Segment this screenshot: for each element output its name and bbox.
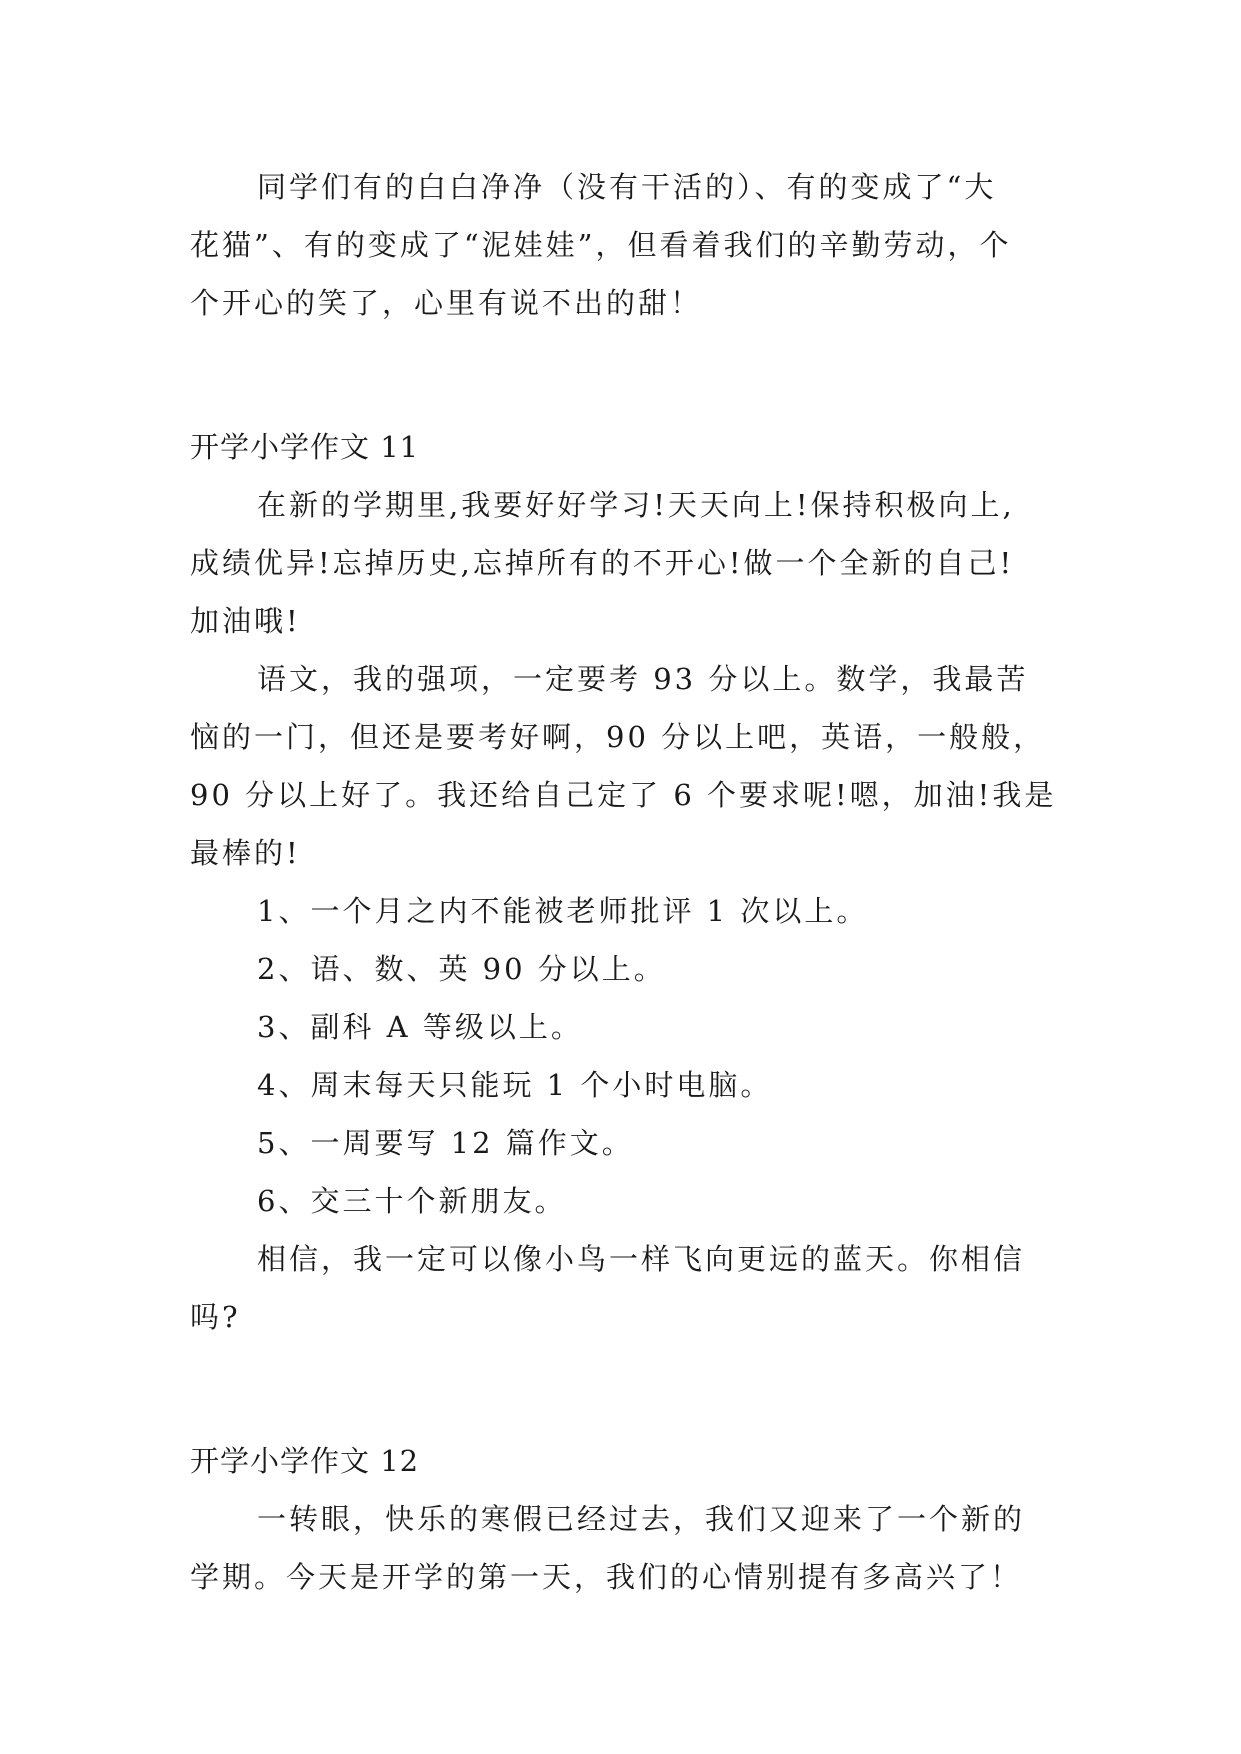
paragraph-line: 一转眼，快乐的寒假已经过去，我们又迎来了一个新的 (257, 1502, 1026, 1536)
essay-11-goal-list (190, 882, 1070, 1230)
list-item: 3、副科 A 等级以上。 (257, 1010, 583, 1044)
essay-11-paragraph-2 (190, 650, 1070, 882)
section-gap (190, 332, 1070, 418)
paragraph-line: 学期。今天是开学的第一天，我们的心情别提有多高兴了！ (190, 1560, 1023, 1594)
paragraph-line: 成绩优异!忘掉历史,忘掉所有的不开心!做一个全新的自己! (190, 546, 1015, 580)
list-item: 5、一周要写 12 篇作文。 (257, 1126, 634, 1160)
paragraph-line: 最棒的! (190, 836, 301, 870)
essay-11-paragraph-3 (190, 1230, 1070, 1346)
paragraph-line: 同学们有的白白净净（没有干活的）、有的变成了“大 (257, 170, 997, 204)
paragraph-line: 恼的一门，但还是要考好啊，90 分以上吧，英语，一般般， (190, 720, 1046, 754)
document-page (190, 158, 1070, 1606)
list-item: 4、周末每天只能玩 1 个小时电脑。 (257, 1068, 773, 1102)
paragraph-line: 个开心的笑了，心里有说不出的甜！ (190, 286, 703, 320)
essay-11-title: 开学小学作文 11 (190, 430, 420, 464)
section-gap (190, 1346, 1070, 1432)
paragraph-line: 相信，我一定可以像小鸟一样飞向更远的蓝天。你相信 (257, 1242, 1026, 1276)
list-item: 2、语、数、英 90 分以上。 (257, 952, 666, 986)
list-item: 1、一个月之内不能被老师批评 1 次以上。 (257, 894, 869, 928)
paragraph-line: 吗? (190, 1300, 241, 1334)
list-item: 6、交三十个新朋友。 (257, 1184, 567, 1218)
essay-11-paragraph-1 (190, 476, 1070, 650)
essay-10-ending-paragraph (190, 158, 1070, 332)
paragraph-line: 语文，我的强项，一定要考 93 分以上。数学，我最苦 (257, 662, 1029, 696)
essay-12-paragraph-1 (190, 1490, 1070, 1606)
paragraph-line: 花猫”、有的变成了“泥娃娃”，但看着我们的辛勤劳动，个 (190, 228, 1012, 262)
essay-12-title: 开学小学作文 12 (190, 1444, 420, 1478)
paragraph-line: 在新的学期里,我要好好学习!天天向上!保持积极向上, (257, 488, 1015, 522)
paragraph-line: 加油哦! (190, 604, 301, 638)
paragraph-line: 90 分以上好了。我还给自己定了 6 个要求呢!嗯，加油!我是 (190, 778, 1057, 812)
